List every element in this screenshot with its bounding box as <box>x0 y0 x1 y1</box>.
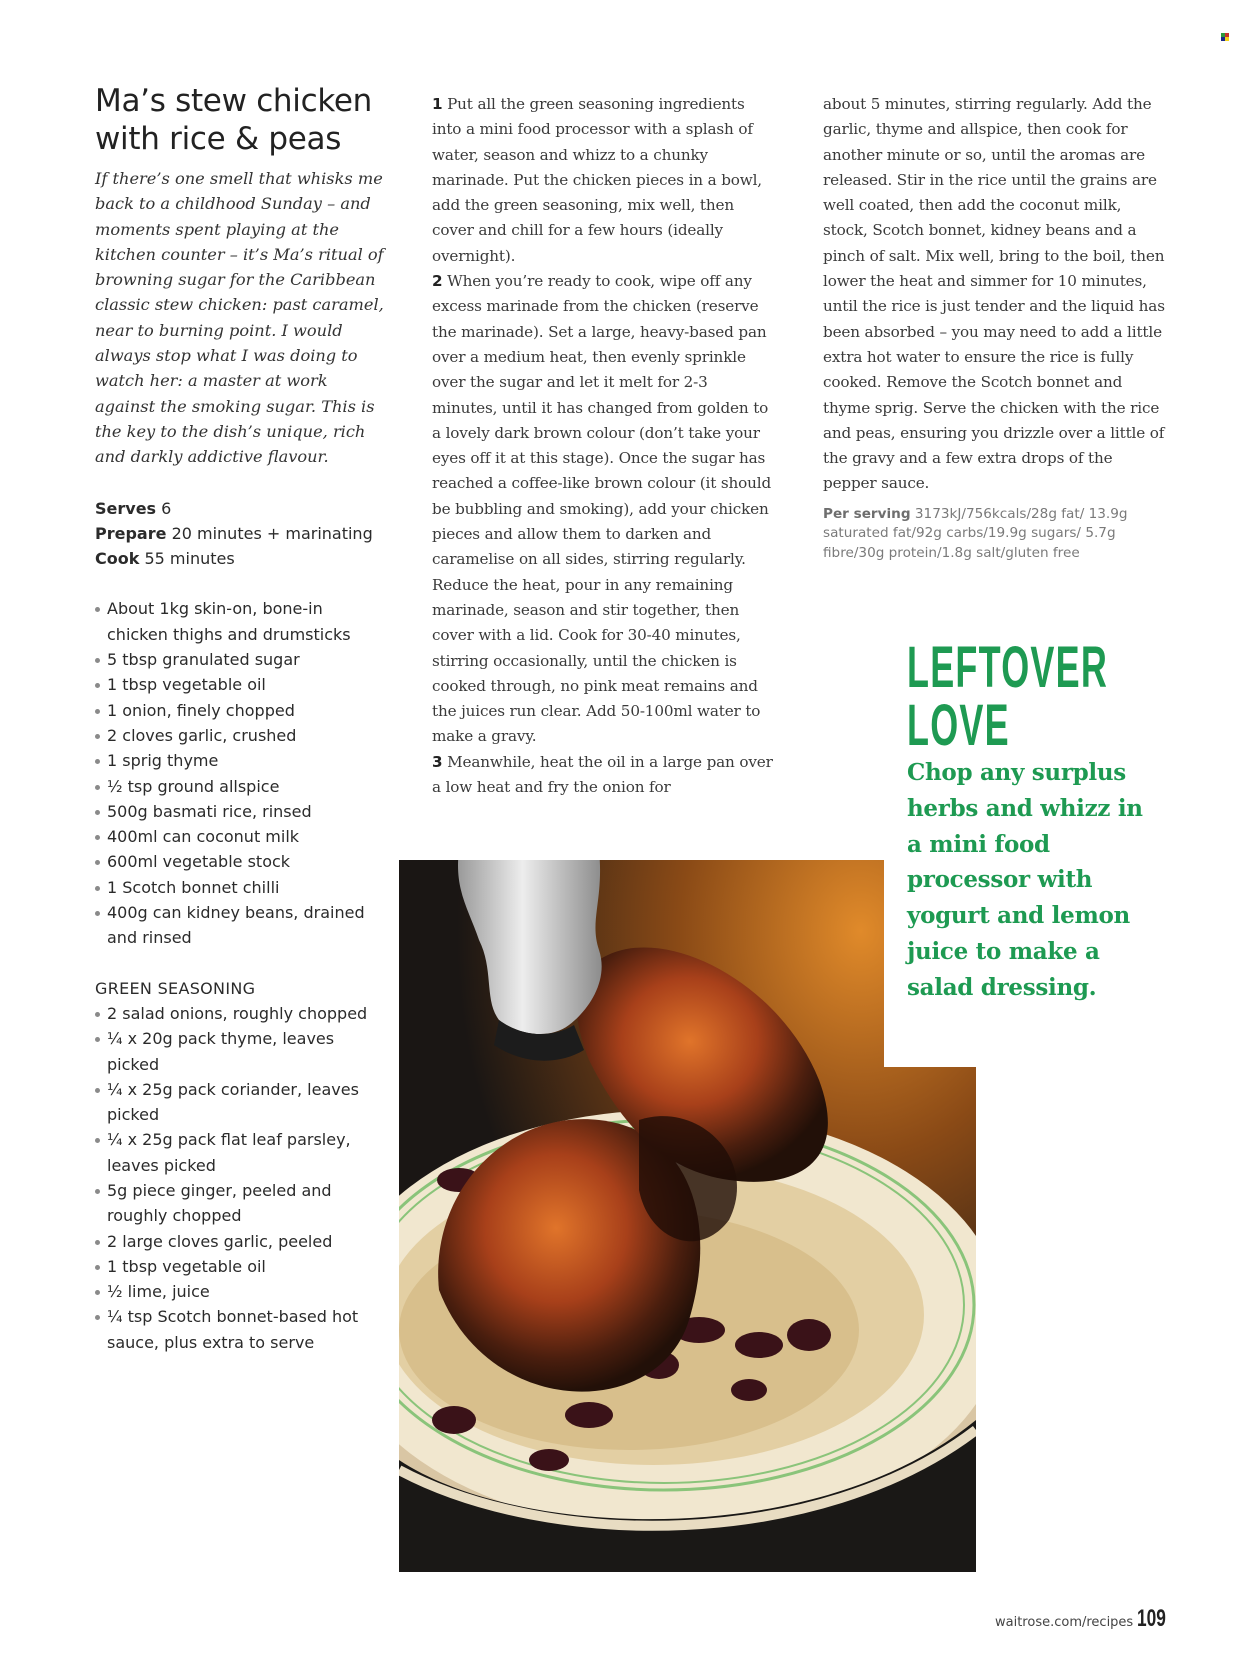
method-step-3-continued: about 5 minutes, stirring regularly. Add the garlic, thyme and allspice, then cook for another minute or so, until the aromas are released. Stir in the rice until the grains are well coated, then add the coconut milk, stock, Scotch bonnet, kidney beans and a pinch of salt. Mix well, bring to the boil, then lower the heat and simmer for 10 minutes, until the rice is just tender and the liquid has been absorbed – you may need to add a little extra hot water to ensure the rice is fully cooked. Remove the Scotch bonnet and thyme sprig. Serve the chicken with the rice and peas, ensuring you drizzle over a little of the gravy and a few extra drops of the pepper sauce. <box>823 95 1165 493</box>
ingredient-item: 1 sprig thyme <box>95 748 385 773</box>
ingredient-list <box>95 596 385 950</box>
ingredient-item: 2 large cloves garlic, peeled <box>95 1229 385 1254</box>
ingredient-item: 1 onion, finely chopped <box>95 698 385 723</box>
cook-value: 55 minutes <box>144 549 235 569</box>
cook-label: Cook <box>95 549 140 569</box>
green-seasoning-list <box>95 1001 385 1355</box>
serves-row <box>95 496 385 521</box>
cook-row <box>95 546 385 571</box>
step-number: 2 <box>432 272 443 291</box>
step-number: 1 <box>432 95 443 113</box>
ingredient-item: 400ml can coconut milk <box>95 824 385 849</box>
ingredient-item: ¼ tsp Scotch bonnet-based hot sauce, plus extra to serve <box>95 1304 385 1355</box>
ingredient-item: 2 cloves garlic, crushed <box>95 723 385 748</box>
ingredient-item: ¼ x 25g pack flat leaf parsley, leaves picked <box>95 1127 385 1178</box>
method-step-2 <box>432 269 777 750</box>
prepare-label: Prepare <box>95 523 167 543</box>
prepare-row <box>95 521 385 546</box>
method-column-1 <box>432 92 777 800</box>
serves-value: 6 <box>161 498 172 518</box>
nutrition-info <box>823 505 1168 564</box>
serves-label: Serves <box>95 498 157 518</box>
method-column-2 <box>823 92 1168 563</box>
nutrition-label: Per serving <box>823 505 911 522</box>
ingredient-item: ½ lime, juice <box>95 1279 385 1304</box>
page-footer <box>995 1605 1177 1633</box>
left-column <box>95 82 385 1355</box>
recipe-intro: If there’s one smell that whisks me back to a childhood Sunday – and moments spent playing at the kitchen counter – it’s Ma’s ritual of browning sugar for the Caribbean classic stew chicken: past caramel, near to burning point. I would always stop what I was doing to watch her: a master at work against the smoking sugar. This is the key to the dish’s unique, rich and darkly addictive flavour. <box>95 169 384 467</box>
step-text: Meanwhile, heat the oil in a large pan over a low heat and fry the onion for <box>432 752 773 797</box>
step-number: 3 <box>432 752 443 771</box>
ingredient-item: ¼ x 20g pack thyme, leaves picked <box>95 1026 385 1077</box>
nutrition-text: 3173kJ/756kcals/28g fat/ 13.9g saturated fat/92g carbs/19.9g sugars/ 5.7g fibre/30g protein/1.8g salt/gluten free <box>823 505 1128 561</box>
ingredient-item: 1 tbsp vegetable oil <box>95 672 385 697</box>
ingredient-item: 1 Scotch bonnet chilli <box>95 875 385 900</box>
page-number: 109 <box>1137 1605 1167 1632</box>
method-step-3-start <box>432 750 777 801</box>
ingredient-item: 400g can kidney beans, drained and rinsed <box>95 900 385 951</box>
tip-title-line-1: LEFTOVER <box>907 635 1109 700</box>
recipe-title: Ma’s stew chicken with rice & peas <box>95 83 373 157</box>
ingredient-item: About 1kg skin-on, bone-in chicken thighs and drumsticks <box>95 596 385 647</box>
ingredient-item: 1 tbsp vegetable oil <box>95 1254 385 1279</box>
green-seasoning-heading: GREEN SEASONING <box>95 978 256 998</box>
recipe-meta <box>95 496 385 572</box>
tip-title <box>907 635 1109 758</box>
ingredient-item: ¼ x 25g pack coriander, leaves picked <box>95 1077 385 1128</box>
ingredient-item: 500g basmati rice, rinsed <box>95 799 385 824</box>
leftover-love-tip <box>884 625 1250 1067</box>
method-step-1 <box>432 92 777 269</box>
ingredient-item: 5g piece ginger, peeled and roughly chopped <box>95 1178 385 1229</box>
ingredient-item: 2 salad onions, roughly chopped <box>95 1001 385 1026</box>
ingredient-item: ½ tsp ground allspice <box>95 774 385 799</box>
footer-url[interactable]: waitrose.com/recipes <box>995 1615 1134 1630</box>
ingredient-item: 5 tbsp granulated sugar <box>95 647 385 672</box>
tip-title-line-2: LOVE <box>907 693 1010 758</box>
print-color-mark <box>1221 33 1229 41</box>
step-text: Put all the green seasoning ingredients into a mini food processor with a splash of water, season and whizz to a chunky marinade. Put the chicken pieces in a bowl, add the green seasoning, mix well, then cover and chill for a few hours (ideally overnight). <box>432 95 762 265</box>
prepare-value: 20 minutes + marinating <box>171 523 373 543</box>
step-text: When you’re ready to cook, wipe off any excess marinade from the chicken (reserve the marinade). Set a large, heavy-based pan over a medium heat, then evenly sprinkle over the sugar and let it melt for 2-3 minutes, until it has changed from golden to a lovely dark brown colour (don’t take your eyes off it at this stage). Once the sugar has reached a coffee-like brown colour (it should be bubbling and smoking), add your chicken pieces and allow them to darken and caramelise on all sides, stirring regularly. Reduce the heat, pour in any remaining marinade, season and stir together, then cover with a lid. Cook for 30-40 minutes, stirring occasionally, until the chicken is cooked through, no pink meat remains and the juices run clear. Add 50-100ml water to make a gravy. <box>432 272 772 746</box>
tip-body: Chop any surplus herbs and whizz in a mini food processor with yogurt and lemon juice to make a salad dressing. <box>907 759 1143 1001</box>
ingredient-item: 600ml vegetable stock <box>95 849 385 874</box>
